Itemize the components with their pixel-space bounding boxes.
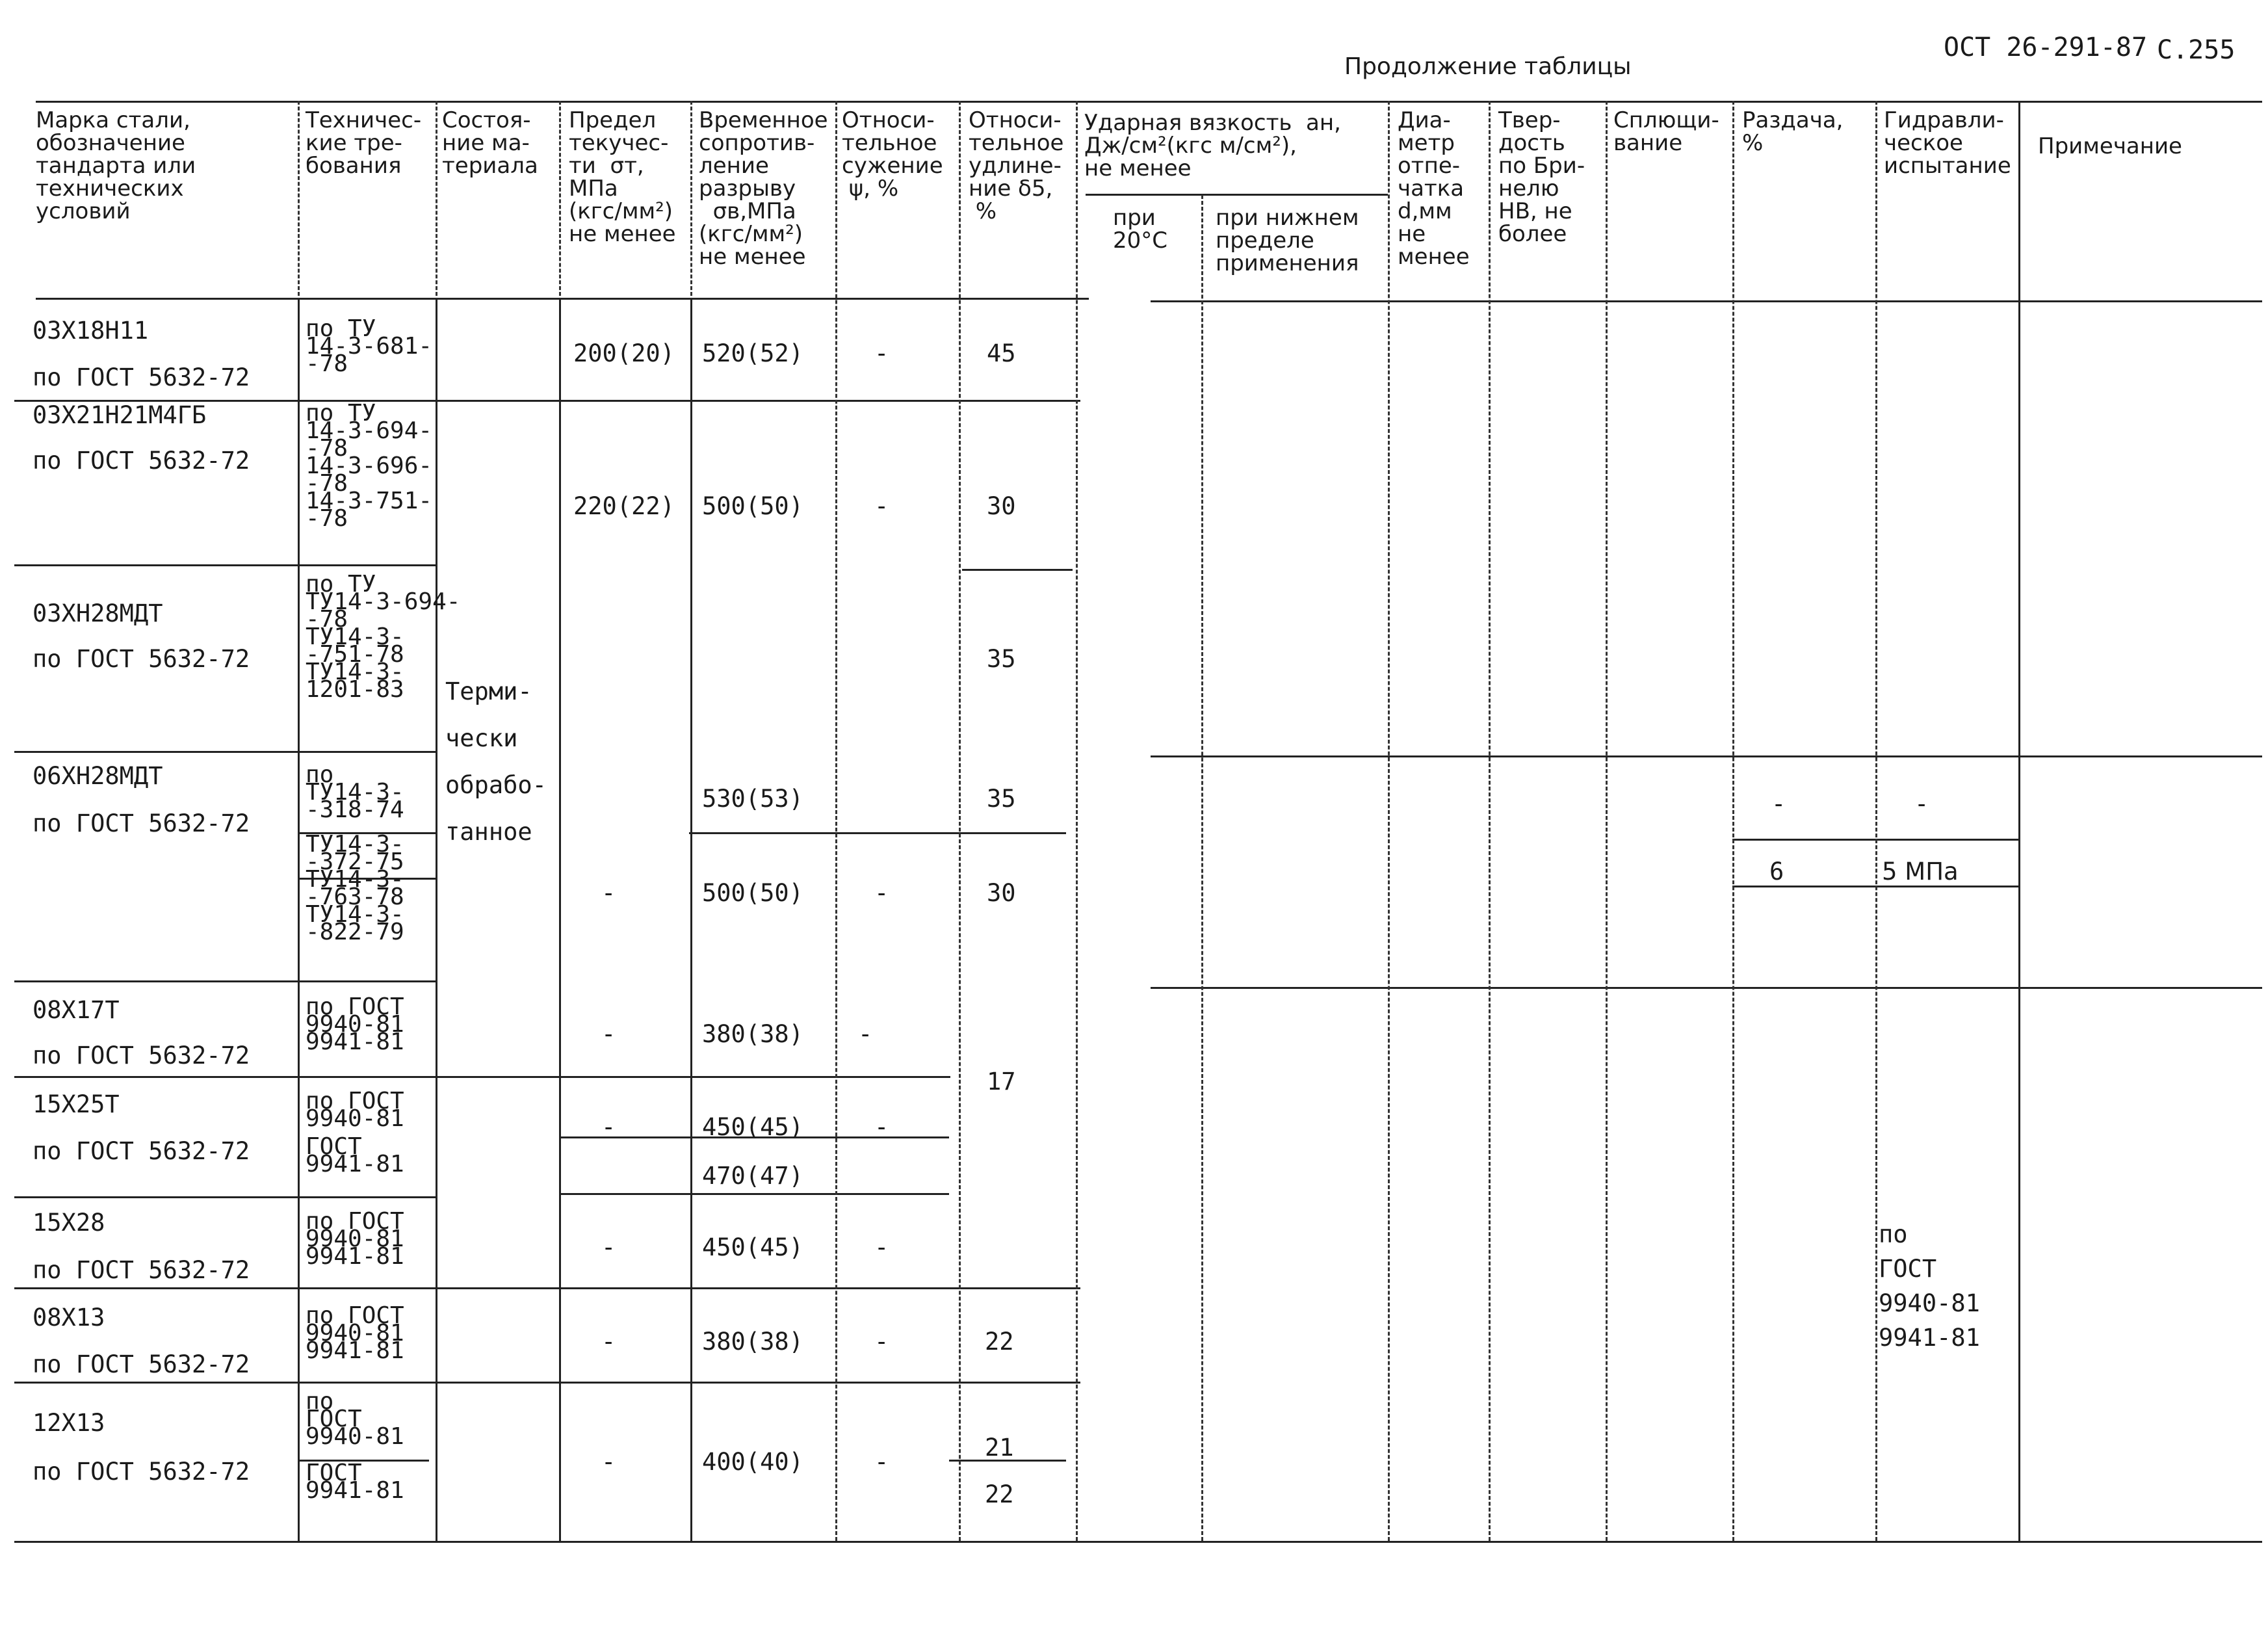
row-separator xyxy=(962,569,1073,571)
tensile-cell: 530(53) xyxy=(702,785,803,813)
row-separator xyxy=(689,832,1066,834)
row-separator xyxy=(14,980,437,982)
grade-standard-cell: по ГОСТ 5632-72 xyxy=(33,809,250,837)
header-bottom-border-right xyxy=(1151,300,2262,302)
grade-standard-cell: по ГОСТ 5632-72 xyxy=(33,1256,250,1284)
elongation-cell: 35 xyxy=(987,785,1016,813)
grade-cell: 06ХН28МДТ xyxy=(33,762,163,790)
table-top-border xyxy=(36,101,2262,103)
tech-requirements-cell: по ГОСТ 9940-81 xyxy=(306,1388,404,1450)
material-state-cell: Терми- чески обрабо- танное xyxy=(445,677,547,846)
column-divider xyxy=(1875,101,1877,1541)
elongation-cell: 45 xyxy=(987,339,1016,367)
column-divider xyxy=(690,101,692,296)
grade-cell: 03ХН28МДТ xyxy=(33,599,163,627)
header-grade: Марка стали, обозначение тандарта или технических условий xyxy=(36,107,196,224)
header-tensile-strength: Временное сопротив- ление разрыву σв,МПа (кгс/мм²) не менее xyxy=(699,107,828,270)
yield-cell: - xyxy=(601,1113,616,1141)
header-brinell-hardness: Твер- дость по Бри- нелю НВ, не более xyxy=(1498,107,1585,247)
reduction-cell: - xyxy=(874,879,889,907)
grade-standard-cell: по ГОСТ 5632-72 xyxy=(33,645,250,673)
tensile-cell: 450(45) xyxy=(702,1113,803,1141)
column-divider xyxy=(559,299,561,1541)
header-flaring: Раздача, % xyxy=(1742,107,1844,156)
row-separator xyxy=(14,1196,437,1198)
impact-subheader-line xyxy=(1086,194,1388,196)
row-separator xyxy=(14,564,437,566)
tech-requirements-cell: по ГОСТ 9940-81 xyxy=(306,1088,404,1132)
column-divider xyxy=(959,101,961,1541)
tensile-cell: 400(40) xyxy=(702,1448,803,1476)
column-divider xyxy=(1201,195,1203,1541)
column-divider xyxy=(298,101,300,296)
column-divider xyxy=(559,101,561,296)
yield-cell: - xyxy=(601,1233,616,1261)
page-number: С.255 xyxy=(2157,35,2235,65)
grade-standard-cell: по ГОСТ 5632-72 xyxy=(33,1350,250,1378)
header-impact-strength: Ударная вязкость ан, Дж/см²(кгс м/см²), не менее xyxy=(1084,110,1341,181)
column-divider xyxy=(1076,101,1078,1541)
grade-cell: 08Х13 xyxy=(33,1304,105,1332)
grade-cell: 03Х21Н21М4ГБ xyxy=(33,401,207,429)
grade-standard-cell: по ГОСТ 5632-72 xyxy=(33,1458,250,1486)
grade-standard-cell: по ГОСТ 5632-72 xyxy=(33,1137,250,1165)
flaring-cell: - xyxy=(1771,790,1786,818)
flaring-cell: 6 xyxy=(1769,858,1784,886)
elongation-cell: 22 xyxy=(985,1480,1014,1508)
header-bottom-border xyxy=(36,298,1089,300)
header-note: Примечание xyxy=(2038,133,2182,159)
tech-requirements-cell: по ТУ ТУ14-3-694- -78 ТУ14-3- -751-78 ТУ14-3- 1201-83 xyxy=(306,571,461,703)
grade-standard-cell: по ГОСТ 5632-72 xyxy=(33,363,250,391)
tensile-cell: 380(38) xyxy=(702,1328,803,1356)
tensile-cell: 450(45) xyxy=(702,1233,803,1261)
reduction-cell: - xyxy=(874,1328,889,1356)
header-elongation: Относи- тельное удлине- ние δ5, % xyxy=(969,107,1064,224)
tensile-cell: 500(50) xyxy=(702,492,803,520)
elongation-cell: 30 xyxy=(987,492,1016,520)
header-reduction-of-area: Относи- тельное сужение ψ, % xyxy=(842,107,943,202)
column-divider xyxy=(2018,101,2020,1541)
tensile-cell: 500(50) xyxy=(702,879,803,907)
header-impact-20c: при 20°С xyxy=(1113,205,1168,254)
tech-requirements-cell: по ГОСТ 9940-81 9941-81 xyxy=(306,1208,404,1270)
reduction-cell: - xyxy=(874,339,889,367)
tech-requirements-cell: по ТУ14-3- -318-74 xyxy=(306,761,404,823)
reduction-cell: - xyxy=(874,1448,889,1476)
reduction-cell: - xyxy=(874,492,889,520)
tensile-cell: 520(52) xyxy=(702,339,803,367)
column-divider xyxy=(835,101,837,1541)
grade-cell: 15Х28 xyxy=(33,1209,105,1237)
hydraulic-cell: 5 МПа xyxy=(1882,858,1959,886)
header-yield-strength: Предел текучес- ти σт, МПа (кгс/мм²) не менее xyxy=(569,107,676,247)
yield-cell: 200(20) xyxy=(573,339,675,367)
header-material-state: Состоя- ние ма- териала xyxy=(442,107,538,179)
column-divider xyxy=(690,299,692,1541)
header-indent-diameter: Диа- метр отпе- чатка d,мм не менее xyxy=(1398,107,1470,270)
row-separator xyxy=(14,1076,950,1078)
grade-standard-cell: по ГОСТ 5632-72 xyxy=(33,447,250,475)
tech-requirements-cell: по ТУ 14-3-694- -78 14-3-696- -78 14-3-751- -78 xyxy=(306,400,433,532)
hydraulic-standard-cell: по ГОСТ 9940-81 9941-81 xyxy=(1879,1220,1980,1352)
column-divider xyxy=(1489,101,1491,1541)
tech-requirements-cell: ГОСТ 9941-81 xyxy=(306,1460,404,1504)
header-flattening: Сплющи- вание xyxy=(1613,107,1719,156)
grade-cell: 15Х25Т xyxy=(33,1090,120,1118)
reduction-cell: - xyxy=(858,1020,873,1048)
hydraulic-cell: - xyxy=(1914,790,1929,818)
grade-cell: 03Х18Н11 xyxy=(33,317,149,345)
column-divider xyxy=(1388,101,1390,1541)
tensile-cell: 380(38) xyxy=(702,1020,803,1048)
yield-cell: 220(22) xyxy=(573,492,675,520)
column-divider xyxy=(436,299,437,1541)
yield-cell: - xyxy=(601,1448,616,1476)
table-continuation-title: Продолжение таблицы xyxy=(1344,53,1632,80)
row-separator xyxy=(14,751,437,753)
tech-requirements-cell: по ГОСТ 9940-81 9941-81 xyxy=(306,1302,404,1364)
tech-requirements-cell: ГОСТ 9941-81 xyxy=(306,1133,404,1177)
column-divider xyxy=(436,101,437,296)
row-separator xyxy=(1151,755,2262,757)
header-impact-low-limit: при нижнем пределе применения xyxy=(1216,205,1359,276)
header-hydraulic-test: Гидравли- ческое испытание xyxy=(1884,107,2011,179)
grade-cell: 08Х17Т xyxy=(33,996,120,1024)
grade-cell: 12Х13 xyxy=(33,1409,105,1437)
column-divider xyxy=(1732,101,1734,1541)
elongation-cell: 17 xyxy=(987,1068,1016,1096)
reduction-cell: - xyxy=(874,1233,889,1261)
table-bottom-border xyxy=(14,1541,2262,1543)
header-tech-requirements: Техничес- кие тре- бования xyxy=(306,107,422,179)
elongation-cell: 22 xyxy=(985,1328,1014,1356)
elongation-cell: 35 xyxy=(987,645,1016,673)
yield-cell: - xyxy=(601,1020,616,1048)
tensile-cell: 470(47) xyxy=(702,1162,803,1190)
elongation-cell: 30 xyxy=(987,879,1016,907)
row-separator xyxy=(1151,987,2262,989)
reduction-cell: - xyxy=(874,1113,889,1141)
yield-cell: - xyxy=(601,879,616,907)
elongation-cell: 21 xyxy=(985,1434,1014,1462)
row-separator xyxy=(14,1382,1080,1384)
row-separator xyxy=(559,1193,949,1195)
tech-requirements-cell: по ТУ 14-3-681- -78 xyxy=(306,315,433,377)
yield-cell: - xyxy=(601,1328,616,1356)
column-divider xyxy=(1606,101,1608,1541)
column-divider xyxy=(298,299,300,1541)
tech-requirements-cell: ТУ14-3- -372-75 ТУ14-3- -763-78 ТУ14-3- -822-79 xyxy=(306,831,404,945)
grade-standard-cell: по ГОСТ 5632-72 xyxy=(33,1042,250,1070)
row-separator xyxy=(14,1287,1080,1289)
document-code: ОСТ 26-291-87 xyxy=(1944,33,2148,62)
tech-requirements-cell: по ГОСТ 9940-81 9941-81 xyxy=(306,993,404,1055)
